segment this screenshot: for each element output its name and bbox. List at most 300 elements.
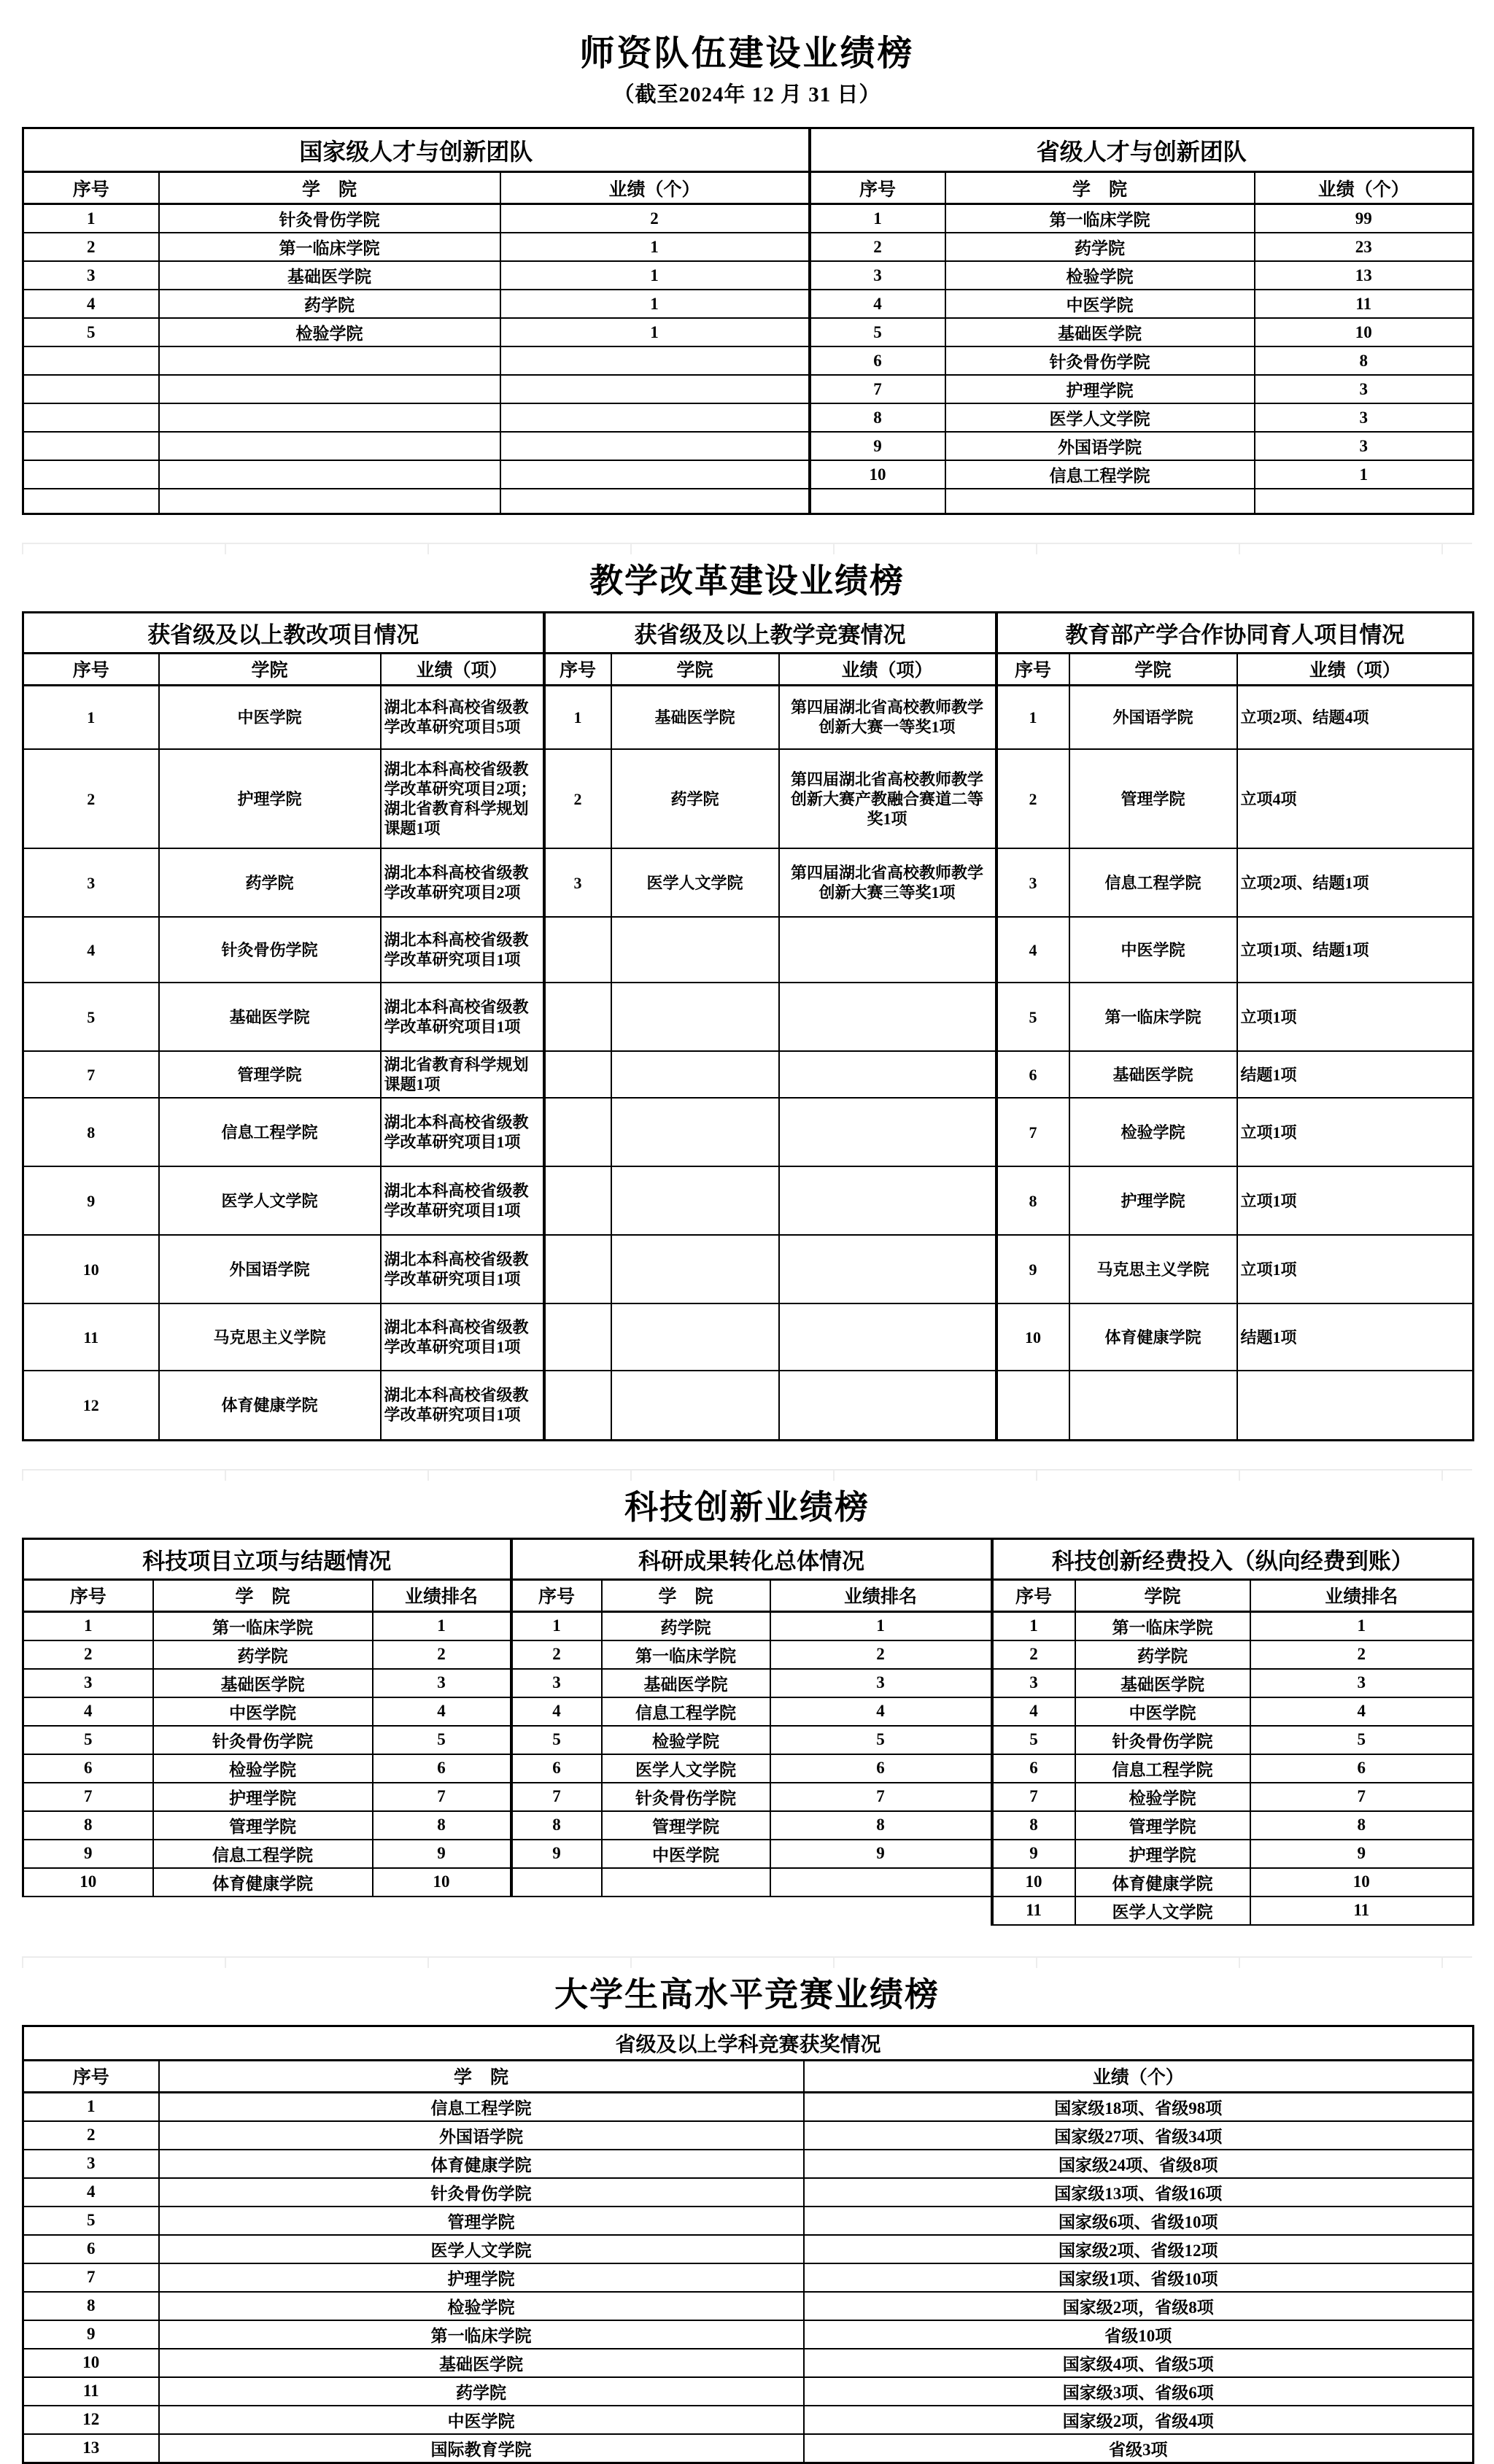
table-cell: 2 bbox=[810, 233, 945, 261]
table-cell: 1 bbox=[373, 1611, 511, 1640]
table-cell: 2 bbox=[511, 1640, 602, 1669]
table-cell: 药学院 bbox=[611, 749, 779, 848]
table-row bbox=[23, 1669, 1474, 1697]
table-cell: 6 bbox=[373, 1754, 511, 1783]
table-cell: 1 bbox=[23, 685, 159, 749]
table-cell bbox=[779, 1371, 996, 1440]
table-cell: 湖北本科高校省级教学改革研究项目1项 bbox=[381, 1166, 544, 1235]
table-cell: 10 bbox=[992, 1868, 1075, 1897]
table-cell: 检验学院 bbox=[1069, 1098, 1237, 1166]
table-cell: 基础医学院 bbox=[1075, 1669, 1250, 1697]
table-cell: 4 bbox=[996, 917, 1069, 983]
table-cell: 湖北本科高校省级教学改革研究项目1项 bbox=[381, 1371, 544, 1440]
table-cell: 第四届湖北省高校教师教学创新大赛一等奖1项 bbox=[779, 685, 996, 749]
table-cell: 医学人文学院 bbox=[159, 2235, 804, 2263]
table-cell: 体育健康学院 bbox=[159, 1371, 381, 1440]
table-row bbox=[23, 917, 1474, 983]
table-cell bbox=[1069, 1371, 1237, 1440]
sci-tech-body bbox=[23, 1611, 1474, 1925]
table-cell bbox=[23, 489, 159, 514]
table-row bbox=[23, 2263, 1474, 2292]
table-cell: 8 bbox=[23, 2292, 159, 2320]
table-cell: 医学人文学院 bbox=[159, 1166, 381, 1235]
table-cell: 3 bbox=[992, 1669, 1075, 1697]
section-gap bbox=[22, 1441, 1472, 1469]
table-cell: 23 bbox=[1255, 233, 1474, 261]
table-cell: 8 bbox=[996, 1166, 1069, 1235]
table-cell: 1 bbox=[500, 290, 810, 318]
table-cell: 10 bbox=[1255, 318, 1474, 346]
table-row bbox=[23, 749, 1474, 848]
table-cell: 11 bbox=[992, 1897, 1075, 1925]
table-cell: 4 bbox=[373, 1697, 511, 1726]
table-cell: 基础医学院 bbox=[159, 2349, 804, 2377]
table-cell bbox=[611, 983, 779, 1051]
table-row bbox=[23, 375, 1474, 403]
table-cell bbox=[779, 1051, 996, 1098]
table-cell bbox=[544, 1371, 611, 1440]
table-cell bbox=[779, 1303, 996, 1371]
table-row bbox=[23, 318, 1474, 346]
table-cell: 国家级13项、省级16项 bbox=[804, 2178, 1474, 2207]
table-cell: 2 bbox=[23, 1640, 153, 1669]
table-cell: 3 bbox=[23, 1669, 153, 1697]
table-cell: 4 bbox=[770, 1697, 992, 1726]
table-row bbox=[23, 460, 1474, 489]
table-cell: 信息工程学院 bbox=[159, 1098, 381, 1166]
table-cell bbox=[770, 1868, 992, 1897]
table-cell: 7 bbox=[511, 1783, 602, 1811]
table-cell: 10 bbox=[373, 1868, 511, 1897]
table-cell: 湖北省教育科学规划课题1项 bbox=[381, 1051, 544, 1098]
table-cell bbox=[611, 1235, 779, 1303]
teaching-reform-body bbox=[23, 685, 1474, 1440]
table-cell bbox=[500, 346, 810, 375]
column-header-cell: 序号 bbox=[23, 172, 159, 204]
column-header-cell: 业绩排名 bbox=[373, 1579, 511, 1611]
table-cell: 5 bbox=[23, 983, 159, 1051]
table-cell bbox=[611, 1303, 779, 1371]
group-header-row bbox=[23, 612, 1474, 653]
table-cell: 6 bbox=[770, 1754, 992, 1783]
table-cell: 3 bbox=[544, 848, 611, 917]
table-row bbox=[23, 204, 1474, 233]
table-row bbox=[23, 2150, 1474, 2178]
table-cell: 11 bbox=[1255, 290, 1474, 318]
table-cell: 4 bbox=[992, 1697, 1075, 1726]
table-cell: 基础医学院 bbox=[153, 1669, 373, 1697]
column-header-cell: 序号 bbox=[544, 653, 611, 685]
table-row bbox=[23, 1051, 1474, 1098]
group-header-cell: 获省级及以上教改项目情况 bbox=[23, 612, 544, 653]
table-row bbox=[23, 2207, 1474, 2235]
table-cell: 9 bbox=[23, 1166, 159, 1235]
table-cell: 中医学院 bbox=[1069, 917, 1237, 983]
table-cell: 3 bbox=[770, 1669, 992, 1697]
table-cell bbox=[544, 1303, 611, 1371]
table-cell: 中医学院 bbox=[945, 290, 1255, 318]
table-cell: 管理学院 bbox=[1069, 749, 1237, 848]
column-header-cell: 序号 bbox=[511, 1579, 602, 1611]
table-cell bbox=[511, 1868, 602, 1897]
table-cell: 外国语学院 bbox=[945, 432, 1255, 460]
table-cell: 立项1项 bbox=[1237, 983, 1474, 1051]
table-cell: 立项1项 bbox=[1237, 1235, 1474, 1303]
table-cell: 11 bbox=[23, 1303, 159, 1371]
table-cell: 针灸骨伤学院 bbox=[1075, 1726, 1250, 1754]
table-row bbox=[23, 2406, 1474, 2434]
table-row bbox=[23, 1640, 1474, 1669]
table-cell bbox=[602, 1897, 770, 1925]
table-cell: 体育健康学院 bbox=[159, 2150, 804, 2178]
table-row bbox=[23, 2434, 1474, 2463]
table-cell: 立项4项 bbox=[1237, 749, 1474, 848]
table-cell: 外国语学院 bbox=[159, 2121, 804, 2150]
talent-table-header bbox=[23, 128, 1474, 204]
table-cell bbox=[159, 403, 500, 432]
table-cell: 5 bbox=[810, 318, 945, 346]
table-cell: 管理学院 bbox=[153, 1811, 373, 1840]
table-cell: 99 bbox=[1255, 204, 1474, 233]
table-row bbox=[23, 1840, 1474, 1868]
column-header-cell: 学院 bbox=[611, 653, 779, 685]
table-cell: 国家级4项、省级5项 bbox=[804, 2349, 1474, 2377]
table-cell: 基础医学院 bbox=[602, 1669, 770, 1697]
table-cell: 检验学院 bbox=[1075, 1783, 1250, 1811]
table-cell: 护理学院 bbox=[159, 2263, 804, 2292]
table-cell: 9 bbox=[23, 2320, 159, 2349]
table-cell: 8 bbox=[373, 1811, 511, 1840]
table-cell: 基础医学院 bbox=[611, 685, 779, 749]
table-cell: 1 bbox=[992, 1611, 1075, 1640]
table-cell: 检验学院 bbox=[159, 318, 500, 346]
table-cell: 6 bbox=[23, 2235, 159, 2263]
table-cell: 第一临床学院 bbox=[945, 204, 1255, 233]
table-cell: 药学院 bbox=[1075, 1640, 1250, 1669]
table-row bbox=[23, 983, 1474, 1051]
column-header-cell: 学 院 bbox=[945, 172, 1255, 204]
table-row bbox=[23, 848, 1474, 917]
table-cell bbox=[779, 983, 996, 1051]
table-row bbox=[23, 1303, 1474, 1371]
table-cell bbox=[159, 460, 500, 489]
table-cell: 1 bbox=[500, 261, 810, 290]
table-row bbox=[23, 1098, 1474, 1166]
table-cell: 针灸骨伤学院 bbox=[159, 204, 500, 233]
table-cell: 1 bbox=[1255, 460, 1474, 489]
table-cell: 结题1项 bbox=[1237, 1051, 1474, 1098]
table-cell: 7 bbox=[770, 1783, 992, 1811]
table-cell: 8 bbox=[992, 1811, 1075, 1840]
table-row bbox=[23, 2377, 1474, 2406]
table-cell: 检验学院 bbox=[602, 1726, 770, 1754]
table-cell bbox=[544, 1051, 611, 1098]
table-cell: 4 bbox=[23, 917, 159, 983]
table-cell bbox=[544, 1166, 611, 1235]
table-cell: 8 bbox=[770, 1811, 992, 1840]
column-header-cell: 业绩（项） bbox=[779, 653, 996, 685]
table-row bbox=[23, 290, 1474, 318]
table-cell: 马克思主义学院 bbox=[1069, 1235, 1237, 1303]
table-cell bbox=[544, 1235, 611, 1303]
table-cell: 国家级2项、省级12项 bbox=[804, 2235, 1474, 2263]
table-cell: 7 bbox=[1250, 1783, 1474, 1811]
table-cell: 针灸骨伤学院 bbox=[945, 346, 1255, 375]
table-cell: 9 bbox=[810, 432, 945, 460]
table-cell: 7 bbox=[992, 1783, 1075, 1811]
table-cell bbox=[500, 375, 810, 403]
table-row bbox=[23, 1235, 1474, 1303]
table-cell bbox=[611, 1371, 779, 1440]
table-cell: 10 bbox=[1250, 1868, 1474, 1897]
table-cell bbox=[23, 346, 159, 375]
page-subtitle: （截至2024年 12 月 31 日） bbox=[613, 83, 881, 106]
table-cell: 5 bbox=[992, 1726, 1075, 1754]
table-cell: 管理学院 bbox=[159, 1051, 381, 1098]
group-header-cell: 教育部产学合作协同育人项目情况 bbox=[996, 612, 1474, 653]
column-header-cell: 序号 bbox=[23, 653, 159, 685]
table-cell: 护理学院 bbox=[153, 1783, 373, 1811]
table-cell: 9 bbox=[770, 1840, 992, 1868]
table-cell: 护理学院 bbox=[159, 749, 381, 848]
table-cell: 7 bbox=[23, 2263, 159, 2292]
table-cell: 第一临床学院 bbox=[1075, 1611, 1250, 1640]
table-cell: 第一临床学院 bbox=[153, 1611, 373, 1640]
table-row bbox=[23, 2235, 1474, 2263]
table-row bbox=[23, 685, 1474, 749]
table-cell: 5 bbox=[1250, 1726, 1474, 1754]
table-cell: 第四届湖北省高校教师教学创新大赛产教融合赛道二等奖1项 bbox=[779, 749, 996, 848]
section-title: 教学改革建设业绩榜 bbox=[22, 543, 1472, 611]
table-cell: 12 bbox=[23, 1371, 159, 1440]
table-cell: 湖北本科高校省级教学改革研究项目1项 bbox=[381, 917, 544, 983]
table-cell: 湖北本科高校省级教学改革研究项目1项 bbox=[381, 1098, 544, 1166]
table-cell: 2 bbox=[23, 233, 159, 261]
table-cell: 4 bbox=[23, 290, 159, 318]
table-cell: 5 bbox=[23, 1726, 153, 1754]
table-cell: 1 bbox=[544, 685, 611, 749]
table-cell: 中医学院 bbox=[153, 1697, 373, 1726]
table-cell: 1 bbox=[23, 1611, 153, 1640]
table-cell: 中医学院 bbox=[1075, 1697, 1250, 1726]
column-header-cell: 学院 bbox=[159, 653, 381, 685]
table-cell: 湖北本科高校省级教学改革研究项目1项 bbox=[381, 1303, 544, 1371]
column-header-cell: 序号 bbox=[996, 653, 1069, 685]
table-cell bbox=[611, 1098, 779, 1166]
table-cell: 马克思主义学院 bbox=[159, 1303, 381, 1371]
table-cell: 5 bbox=[511, 1726, 602, 1754]
section-gap bbox=[22, 515, 1472, 543]
table-cell: 国家级1项、省级10项 bbox=[804, 2263, 1474, 2292]
table-cell: 2 bbox=[996, 749, 1069, 848]
table-cell: 第四届湖北省高校教师教学创新大赛三等奖1项 bbox=[779, 848, 996, 917]
table-cell: 信息工程学院 bbox=[945, 460, 1255, 489]
table-cell bbox=[153, 1897, 373, 1925]
talent-table bbox=[22, 127, 1474, 515]
spreadsheet-page bbox=[0, 25, 1494, 2464]
column-header-row bbox=[23, 2060, 1474, 2092]
table-cell: 2 bbox=[544, 749, 611, 848]
table-cell: 7 bbox=[996, 1098, 1069, 1166]
table-cell: 3 bbox=[23, 261, 159, 290]
table-cell bbox=[602, 1868, 770, 1897]
table-cell: 8 bbox=[23, 1098, 159, 1166]
competition-body bbox=[23, 2092, 1474, 2463]
table-cell: 9 bbox=[373, 1840, 511, 1868]
table-cell: 11 bbox=[1250, 1897, 1474, 1925]
table-cell bbox=[159, 432, 500, 460]
group-header-row bbox=[23, 1538, 1474, 1579]
table-row bbox=[23, 2349, 1474, 2377]
table-cell: 基础医学院 bbox=[159, 983, 381, 1051]
table-cell: 国际教育学院 bbox=[159, 2434, 804, 2463]
table-row bbox=[23, 1868, 1474, 1897]
table-cell: 9 bbox=[992, 1840, 1075, 1868]
table-cell bbox=[779, 1166, 996, 1235]
teaching-reform-table bbox=[22, 611, 1474, 1441]
table-cell: 8 bbox=[23, 1811, 153, 1840]
column-header-row bbox=[23, 172, 1474, 204]
table-cell: 7 bbox=[23, 1783, 153, 1811]
table-cell: 湖北本科高校省级教学改革研究项目1项 bbox=[381, 1235, 544, 1303]
table-cell: 4 bbox=[810, 290, 945, 318]
table-cell: 3 bbox=[23, 2150, 159, 2178]
column-header-cell: 序号 bbox=[992, 1579, 1075, 1611]
table-cell: 6 bbox=[810, 346, 945, 375]
table-cell: 中医学院 bbox=[159, 685, 381, 749]
table-row bbox=[23, 1783, 1474, 1811]
table-cell: 3 bbox=[1255, 432, 1474, 460]
table-cell bbox=[500, 432, 810, 460]
table-row bbox=[23, 1897, 1474, 1925]
group-header-cell: 省级及以上学科竞赛获奖情况 bbox=[23, 2026, 1474, 2060]
table-cell: 管理学院 bbox=[159, 2207, 804, 2235]
teaching-reform-header bbox=[23, 612, 1474, 685]
table-cell bbox=[611, 1166, 779, 1235]
table-cell: 湖北本科高校省级教学改革研究项目2项 bbox=[381, 848, 544, 917]
table-cell bbox=[23, 432, 159, 460]
table-cell: 检验学院 bbox=[159, 2292, 804, 2320]
table-cell: 立项1项 bbox=[1237, 1098, 1474, 1166]
column-header-cell: 学 院 bbox=[159, 2060, 804, 2092]
table-cell: 7 bbox=[373, 1783, 511, 1811]
table-cell: 针灸骨伤学院 bbox=[159, 917, 381, 983]
table-cell: 国家级27项、省级34项 bbox=[804, 2121, 1474, 2150]
table-cell: 国家级2项，省级8项 bbox=[804, 2292, 1474, 2320]
table-cell bbox=[23, 460, 159, 489]
table-cell: 针灸骨伤学院 bbox=[153, 1726, 373, 1754]
table-cell: 10 bbox=[23, 1235, 159, 1303]
table-row bbox=[23, 432, 1474, 460]
table-cell: 12 bbox=[23, 2406, 159, 2434]
section-title: 科技创新业绩榜 bbox=[22, 1469, 1472, 1538]
table-cell: 6 bbox=[992, 1754, 1075, 1783]
table-cell: 4 bbox=[1250, 1697, 1474, 1726]
table-cell: 药学院 bbox=[945, 233, 1255, 261]
table-cell: 2 bbox=[992, 1640, 1075, 1669]
table-cell: 药学院 bbox=[153, 1640, 373, 1669]
column-header-row bbox=[23, 653, 1474, 685]
table-cell: 3 bbox=[1250, 1669, 1474, 1697]
column-header-cell: 业绩（个） bbox=[1255, 172, 1474, 204]
table-cell: 管理学院 bbox=[1075, 1811, 1250, 1840]
table-row bbox=[23, 489, 1474, 514]
column-header-cell: 业绩排名 bbox=[770, 1579, 992, 1611]
table-cell: 4 bbox=[23, 2178, 159, 2207]
table-cell: 管理学院 bbox=[602, 1811, 770, 1840]
table-cell: 10 bbox=[810, 460, 945, 489]
table-cell: 3 bbox=[996, 848, 1069, 917]
table-cell: 体育健康学院 bbox=[153, 1868, 373, 1897]
column-header-cell: 学 院 bbox=[153, 1579, 373, 1611]
table-cell: 13 bbox=[1255, 261, 1474, 290]
table-cell bbox=[1237, 1371, 1474, 1440]
table-cell bbox=[544, 1098, 611, 1166]
table-cell: 3 bbox=[810, 261, 945, 290]
table-row bbox=[23, 233, 1474, 261]
table-cell: 10 bbox=[23, 1868, 153, 1897]
table-cell bbox=[945, 489, 1255, 514]
table-cell bbox=[159, 375, 500, 403]
table-cell: 立项2项、结题1项 bbox=[1237, 848, 1474, 917]
table-cell: 1 bbox=[770, 1611, 992, 1640]
table-cell: 立项2项、结题4项 bbox=[1237, 685, 1474, 749]
table-cell: 6 bbox=[1250, 1754, 1474, 1783]
table-cell: 2 bbox=[1250, 1640, 1474, 1669]
column-header-cell: 学 院 bbox=[602, 1579, 770, 1611]
table-cell bbox=[544, 917, 611, 983]
table-cell bbox=[159, 346, 500, 375]
table-row bbox=[23, 2320, 1474, 2349]
table-cell: 4 bbox=[23, 1697, 153, 1726]
column-header-cell: 业绩（个） bbox=[500, 172, 810, 204]
table-cell bbox=[23, 403, 159, 432]
table-cell: 检验学院 bbox=[945, 261, 1255, 290]
table-cell: 9 bbox=[996, 1235, 1069, 1303]
table-cell: 省级3项 bbox=[804, 2434, 1474, 2463]
table-cell: 9 bbox=[1250, 1840, 1474, 1868]
table-cell: 立项1项 bbox=[1237, 1166, 1474, 1235]
table-cell: 8 bbox=[1255, 346, 1474, 375]
column-header-cell: 学 院 bbox=[159, 172, 500, 204]
table-cell: 9 bbox=[511, 1840, 602, 1868]
table-cell: 7 bbox=[810, 375, 945, 403]
group-header-cell: 获省级及以上教学竞赛情况 bbox=[544, 612, 996, 653]
table-cell: 国家级2项，省级4项 bbox=[804, 2406, 1474, 2434]
table-cell: 5 bbox=[23, 318, 159, 346]
group-header-cell: 科技项目立项与结题情况 bbox=[23, 1538, 511, 1579]
table-cell: 省级10项 bbox=[804, 2320, 1474, 2349]
table-cell: 10 bbox=[996, 1303, 1069, 1371]
table-cell: 医学人文学院 bbox=[1075, 1897, 1250, 1925]
table-cell: 信息工程学院 bbox=[1075, 1754, 1250, 1783]
table-cell: 护理学院 bbox=[945, 375, 1255, 403]
table-cell: 1 bbox=[810, 204, 945, 233]
table-cell: 5 bbox=[23, 2207, 159, 2235]
table-cell bbox=[373, 1897, 511, 1925]
competition-header bbox=[23, 2026, 1474, 2092]
table-cell: 中医学院 bbox=[159, 2406, 804, 2434]
table-cell: 11 bbox=[23, 2377, 159, 2406]
table-cell: 基础医学院 bbox=[945, 318, 1255, 346]
table-cell bbox=[611, 917, 779, 983]
table-cell: 医学人文学院 bbox=[602, 1754, 770, 1783]
column-header-cell: 业绩（项） bbox=[1237, 653, 1474, 685]
table-cell: 3 bbox=[1255, 403, 1474, 432]
table-cell: 国家级6项、省级10项 bbox=[804, 2207, 1474, 2235]
table-cell: 体育健康学院 bbox=[1075, 1868, 1250, 1897]
table-cell bbox=[779, 1098, 996, 1166]
